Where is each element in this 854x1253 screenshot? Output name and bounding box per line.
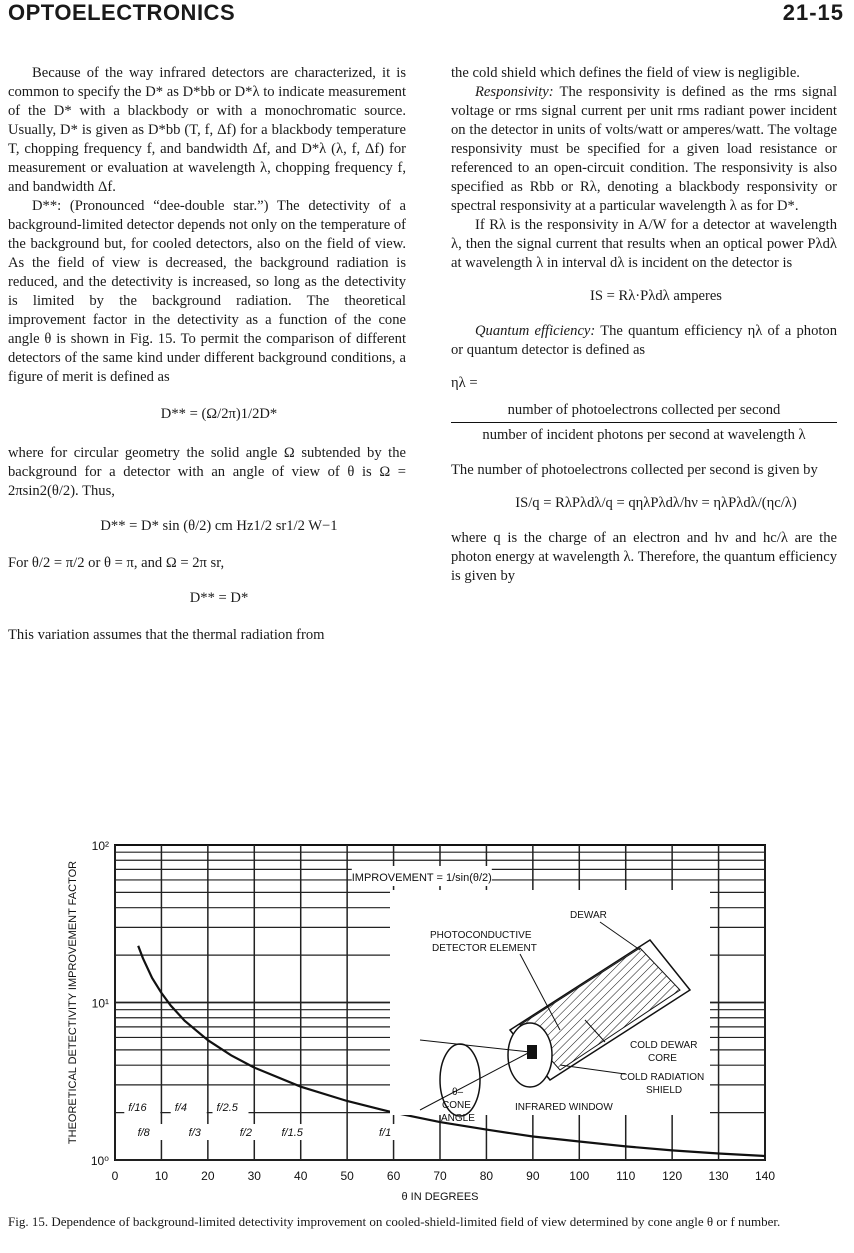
- paragraph-body: The quantum efficiency ηλ of a photon or quantum detector is defined as: [451, 323, 838, 358]
- fraction-numerator: number of photoelectrons collected per second: [451, 401, 837, 423]
- x-tick-label: 70: [433, 1169, 447, 1183]
- y-axis-label: THEORETICAL DETECTIVITY IMPROVEMENT FACTOR: [67, 860, 79, 1145]
- f-number-label: f/8: [137, 1127, 150, 1140]
- x-tick-label: 60: [386, 1169, 401, 1183]
- x-tick-label: 120: [662, 1169, 683, 1183]
- annotation-photoconductive: PHOTOCONDUCTIVE: [430, 930, 532, 941]
- x-tick-label: 140: [754, 1169, 776, 1183]
- y-tick-label: 10²: [91, 839, 109, 853]
- section-title: OPTOELECTRONICS: [8, 0, 236, 25]
- x-tick-label: 0: [111, 1169, 119, 1183]
- term-responsivity: Responsivity:: [475, 84, 554, 100]
- x-tick-label: 40: [294, 1169, 308, 1183]
- detectivity-chart: [40, 830, 840, 1200]
- term-quantum-efficiency: Quantum efficiency:: [475, 323, 596, 339]
- f-number-label: f/1.5: [281, 1127, 303, 1140]
- annotation-detector-element: DETECTOR ELEMENT: [432, 943, 537, 954]
- x-tick-label: 50: [340, 1169, 354, 1183]
- annotation-infrared-window: INFRARED WINDOW: [515, 1102, 613, 1113]
- f-number-label: f/2: [239, 1127, 252, 1140]
- equation: D** = D*: [189, 590, 249, 606]
- x-tick-label: 90: [526, 1169, 540, 1183]
- annotation-dewar: DEWAR: [570, 910, 607, 921]
- f-number-label: f/2.5: [216, 1101, 238, 1114]
- paragraph: This variation assumes that the thermal radiation from: [8, 627, 325, 643]
- x-tick-label: 80: [479, 1169, 494, 1183]
- paragraph: If Rλ is the responsivity in A/W for a detector at wavelength λ, then the signal current that results when an optical power Pλdλ at wavelength λ in interval dλ is incident on the detector is: [451, 217, 837, 271]
- f-number-label: f/4: [174, 1101, 187, 1114]
- fraction: [451, 401, 837, 445]
- f-number-label: f/3: [188, 1127, 201, 1140]
- paragraph: where for circular geometry the solid angle Ω subtended by the background for a detector with an angle of view of θ is Ω = 2πsin2(θ/2). Thus,: [8, 445, 406, 499]
- fraction-denominator: number of incident photons per second at wavelength λ: [482, 427, 806, 443]
- figure-caption: Fig. 15. Dependence of background-limited detectivity improvement on cooled-shield-limited field of view determined by cone angle θ or f number.: [8, 1214, 781, 1229]
- paragraph: the cold shield which defines the field of view is negligible.: [451, 65, 800, 81]
- x-axis-label: θ IN DEGREES: [401, 1191, 479, 1200]
- y-tick-label: 10⁰: [90, 1154, 109, 1168]
- equation: D** = D* sin (θ/2) cm Hz1/2 sr1/2 W−1: [100, 518, 338, 534]
- annotation-angle: ANGLE: [441, 1113, 475, 1124]
- x-tick-label: 100: [569, 1169, 590, 1183]
- paragraph-body: The responsivity is defined as the rms signal voltage or rms signal current per unit rms radiant power incident on the detector in units of volts/watt or amperes/watt. The voltage responsivity must be specified for a given load resistance or referenced to an open-circuit condition. The responsivity is also specified as Rbb or Rλ, denoting a blackbody responsivity or spectral responsivity at a particular wavelength λ as for D*.: [451, 84, 837, 214]
- left-column: [8, 64, 406, 645]
- paragraph: D**: (Pronounced “dee-double star.”) The detectivity of a background-limited detector depends not only on the temperature of the background but, for cooled detectors, also on the field of view. As the field of view is decreased, the background radiation is reduced, and the detectivity is increased, so long as the detectivity is limited by the background radiation. The theoretical improvement factor in the detectivity as a function of the cone angle θ is shown in Fig. 15. To permit the comparison of different detectors of the same kind under different background conditions, a figure of merit is defined as: [8, 198, 406, 385]
- right-column: [451, 64, 837, 586]
- paragraph: Because of the way infrared detectors are characterized, it is common to specify the D* as D*bb or D*λ to indicate measurement of the D* with a blackbody or with a monochromatic source. Usually, D* is given as D*bb (T, f, Δf) for a blackbody temperature T, chopping frequency f, and bandwidth Δf, and D*λ (λ, f, Δf) for measurement or evaluation at wavelength λ, chopping frequency f, and bandwidth Δf.: [8, 65, 406, 195]
- paragraph: [451, 322, 837, 360]
- annotation-shield: SHIELD: [646, 1085, 683, 1096]
- equation: D** = (Ω/2π)1/2D*: [160, 406, 278, 422]
- x-tick-label: 130: [708, 1169, 729, 1183]
- dewar-inset: [390, 890, 710, 1124]
- x-tick-label: 20: [201, 1169, 215, 1183]
- paragraph: For θ/2 = π/2 or θ = π, and Ω = 2π sr,: [8, 555, 225, 571]
- figure-15: [40, 830, 840, 1200]
- equation: IS/q = RλPλdλ/q = qηλPλdλ/hν = ηλPλdλ/(ηc/λ): [515, 495, 797, 511]
- equation: ηλ =: [451, 375, 478, 391]
- x-tick-label: 30: [247, 1169, 261, 1183]
- x-tick-label: 110: [616, 1169, 636, 1183]
- equation: IS = Rλ·Pλdλ amperes: [589, 288, 722, 304]
- formula-annotation: IMPROVEMENT = 1/sin(θ/2): [351, 872, 492, 884]
- paragraph: The number of photoelectrons collected per second is given by: [451, 462, 818, 478]
- annotation-cold-dewar: COLD DEWAR: [630, 1040, 698, 1051]
- paragraph: where q is the charge of an electron and hν and hc/λ are the photon energy at wavelength λ. Therefore, the quantum efficiency is given by: [451, 530, 837, 584]
- y-tick-label: 10¹: [91, 996, 109, 1011]
- f-number-label: f/1: [379, 1127, 392, 1140]
- annotation-cold-radiation: COLD RADIATION: [620, 1072, 705, 1083]
- x-tick-label: 10: [154, 1169, 169, 1183]
- annotation-cone: CONE: [442, 1100, 471, 1111]
- f-number-label: f/16: [128, 1101, 147, 1114]
- annotation-core: CORE: [648, 1053, 677, 1064]
- page-number: 21-15: [782, 0, 844, 25]
- annotation-theta: θ–: [452, 1087, 464, 1098]
- paragraph: [451, 83, 837, 216]
